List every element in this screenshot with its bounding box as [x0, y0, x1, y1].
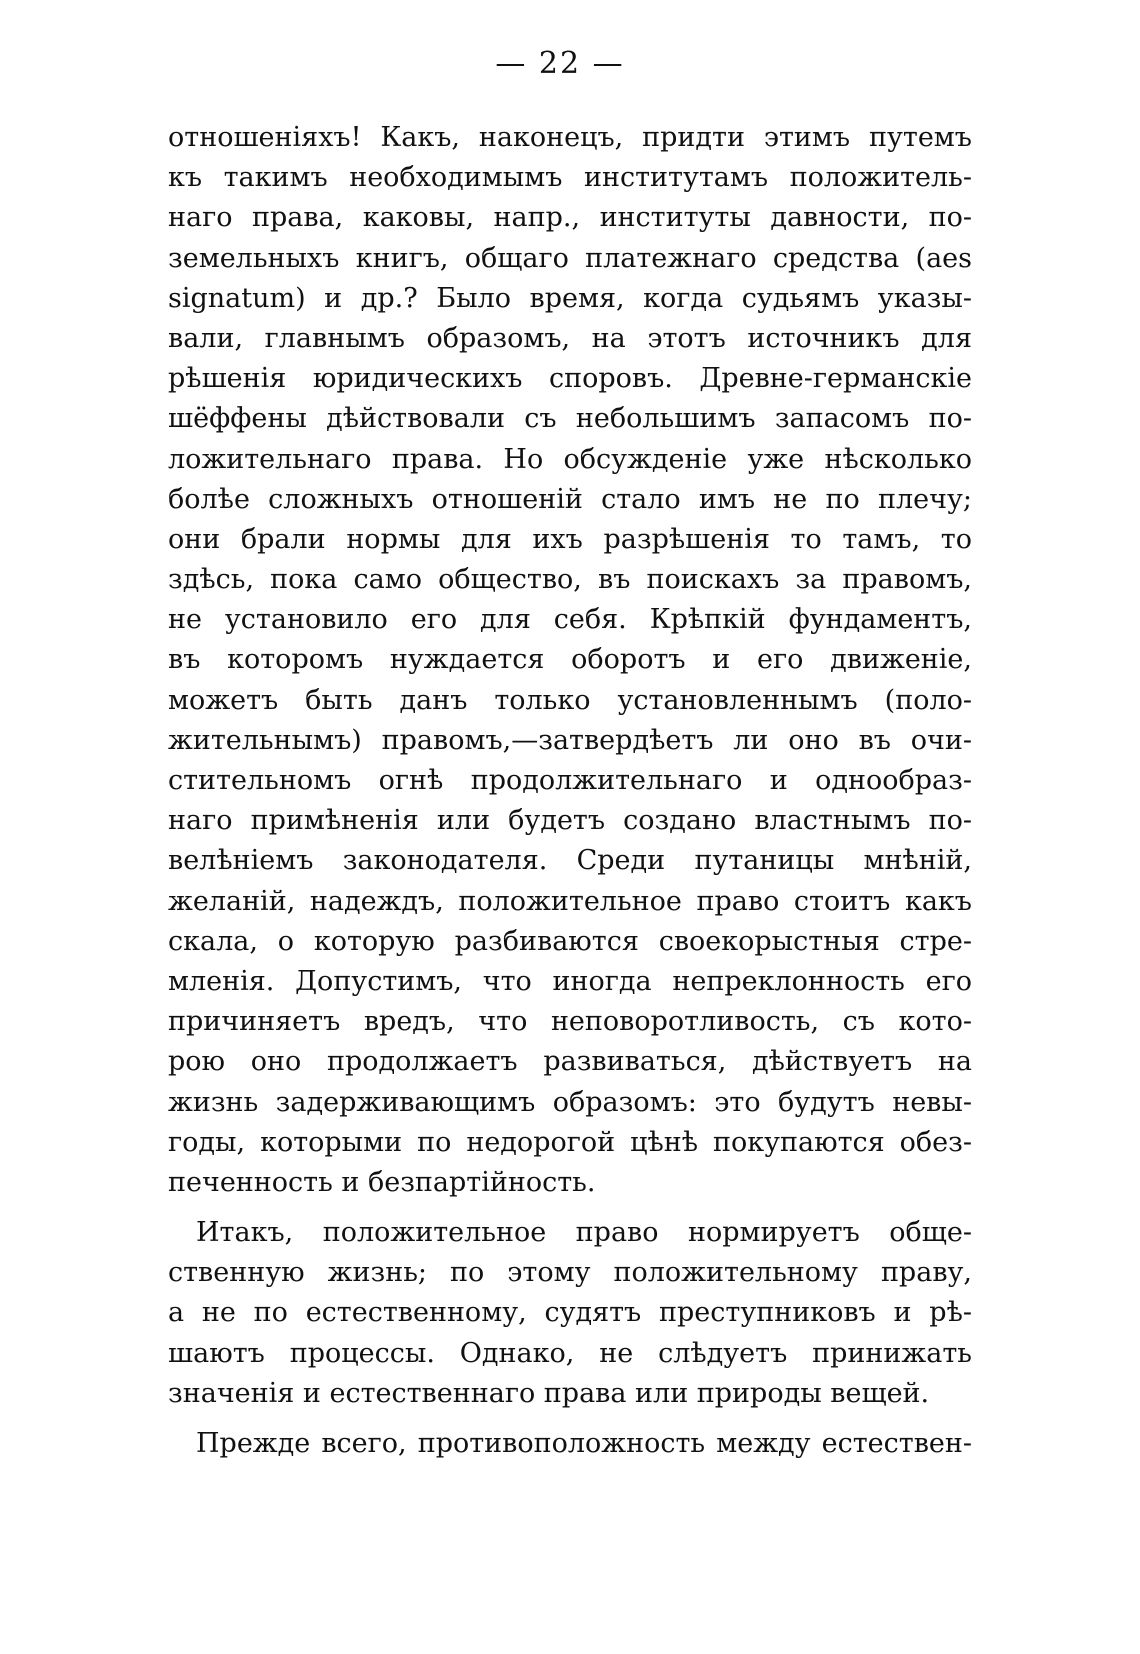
text-line: рою оно продолжаетъ развиваться, дѣйствуетъ на	[168, 1046, 972, 1078]
text-line: скала, о которую разбиваются своекорыстныя стре-	[168, 925, 972, 957]
text-line: шаютъ процессы. Однако, не слѣдуетъ принижать	[168, 1337, 972, 1369]
text-line: ложительнаго права. Но обсужденіе уже нѣсколько	[168, 443, 972, 475]
body-text	[168, 118, 972, 1464]
text-line: мленія. Допустимъ, что иногда непреклонность его	[168, 965, 972, 997]
text-line: signatum) и др.? Было время, когда судьямъ указы-	[168, 282, 972, 314]
text-line: желаній, надеждъ, положительное право стоитъ какъ	[168, 885, 972, 917]
text-line: къ такимъ необходимымъ институтамъ положитель-	[168, 162, 972, 194]
text-line: рѣшенія юридическихъ споровъ. Древне-германскіе	[168, 363, 972, 395]
text-line: Итакъ, положительное право нормируетъ обще-	[196, 1217, 972, 1249]
text-line: вали, главнымъ образомъ, на этотъ источникъ для	[168, 322, 972, 354]
text-line: здѣсь, пока само общество, въ поискахъ за правомъ,	[168, 564, 972, 596]
paragraph-spacer	[168, 1203, 972, 1213]
text-line: Прежде всего, противоположность между естествен-	[196, 1428, 972, 1459]
text-line: годы, которыми по недорогой цѣнѣ покупаются обез-	[168, 1126, 972, 1158]
text-line: велѣніемъ законодателя. Среди путаницы мнѣній,	[168, 845, 972, 877]
text-line: значенія и естественнаго права или природы вещей.	[168, 1377, 930, 1409]
paragraph-1	[168, 118, 972, 1203]
text-line: можетъ быть данъ только установленнымъ (поло-	[168, 684, 972, 716]
text-line: шёффены дѣйствовали съ небольшимъ запасомъ по-	[168, 403, 972, 435]
text-line: наго права, каковы, напр., институты давности, по-	[168, 202, 972, 234]
text-line: причиняетъ вредъ, что неповоротливость, съ кото-	[168, 1006, 972, 1038]
page-number: — 22 —	[495, 46, 625, 81]
text-line: земельныхъ книгъ, общаго платежнаго средства (aes	[168, 242, 972, 274]
text-line: а не по естественному, судятъ преступниковъ и рѣ-	[168, 1297, 972, 1329]
text-line: не установило его для себя. Крѣпкій фундаментъ,	[168, 604, 972, 636]
text-line: въ которомъ нуждается оборотъ и его движеніе,	[168, 644, 972, 676]
text-line: наго примѣненія или будетъ создано властнымъ по-	[168, 805, 972, 837]
paragraph-2	[168, 1213, 972, 1414]
text-line: ственную жизнь; по этому положительному праву,	[168, 1257, 972, 1289]
paragraph-spacer	[168, 1414, 972, 1424]
paragraph-3	[168, 1424, 972, 1464]
text-line: стительномъ огнѣ продолжительнаго и однообраз-	[168, 765, 972, 796]
text-line: печенность и безпартійность.	[168, 1166, 596, 1198]
text-line: отношеніяхъ! Какъ, наконецъ, придти этимъ путемъ	[168, 122, 972, 153]
text-line: болѣе сложныхъ отношеній стало имъ не по плечу;	[168, 483, 972, 515]
text-line: жизнь задерживающимъ образомъ: это будутъ невы-	[168, 1086, 972, 1118]
text-line: они брали нормы для ихъ разрѣшенія то тамъ, то	[168, 523, 972, 555]
text-line: жительнымъ) правомъ,—затвердѣетъ ли оно въ очи-	[168, 724, 972, 756]
